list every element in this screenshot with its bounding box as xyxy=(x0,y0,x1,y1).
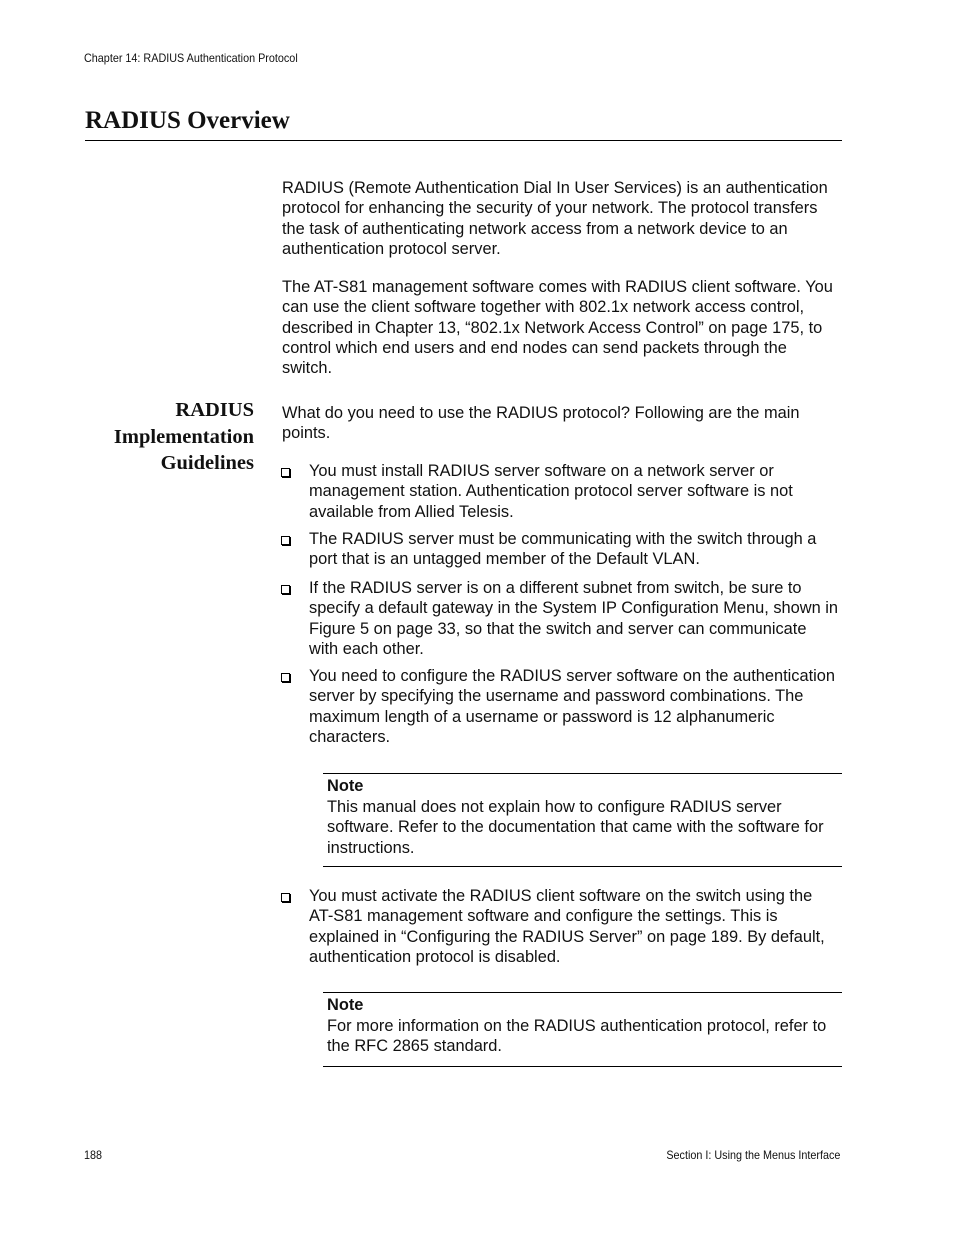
subsection-heading xyxy=(84,397,254,477)
list-item xyxy=(281,886,841,967)
list-item xyxy=(281,666,841,747)
list-item xyxy=(281,578,841,659)
checkbox-bullet-icon xyxy=(281,536,290,545)
checkbox-bullet-icon xyxy=(281,673,290,682)
section-title: RADIUS Overview xyxy=(85,107,290,134)
list-item xyxy=(281,461,841,522)
subsection-heading-line: Implementation xyxy=(113,425,254,448)
list-item xyxy=(281,529,841,570)
footer-section-name: Section I: Using the Menus Interface xyxy=(665,1148,840,1162)
page-number: 188 xyxy=(84,1148,103,1162)
list-item-text: You must activate the RADIUS client software on the switch using the AT-S81 management software and configure the settings. This is explained in “Configuring the RADIUS Server” on page 189. By default, authentication protocol is disabled. xyxy=(309,887,825,966)
list-item-text: The RADIUS server must be communicating with the switch through a port that is an untagged member of the Default VLAN. xyxy=(309,530,817,569)
note-text: This manual does not explain how to configure RADIUS server software. Refer to the documentation that came with the software for instructions. xyxy=(327,798,824,857)
subsection-heading-line: Guidelines xyxy=(160,452,254,474)
list-item-text: You need to configure the RADIUS server software on the authentication server by specifying the username and password combinations. The maximum length of a username or password is 12 alphanumeric characters. xyxy=(309,667,836,746)
checkbox-bullet-icon xyxy=(281,468,290,477)
overview-paragraph-2: The AT-S81 management software comes with RADIUS client software. You can use the client software together with 802.1x network access control, described in Chapter 13, “802.1x Network Access Control” on page 175, to control which end users and end nodes can send packets through the switch. xyxy=(282,278,833,378)
checkbox-bullet-icon xyxy=(281,893,290,902)
list-item-text: You must install RADIUS server software on a network server or management station. Authentication protocol server software is not available from Allied Telesis. xyxy=(309,462,793,521)
running-head: Chapter 14: RADIUS Authentication Protocol xyxy=(84,51,298,65)
overview-paragraph-1: RADIUS (Remote Authentication Dial In User Services) is an authentication protocol for enhancing the security of your network. The protocol transfers the task of authenticating network access from a network device to an authentication protocol server. xyxy=(282,179,828,258)
guidelines-intro: What do you need to use the RADIUS protocol? Following are the main points. xyxy=(282,404,800,443)
note-label: Note xyxy=(327,777,364,795)
title-divider xyxy=(85,140,842,141)
note-text: For more information on the RADIUS authentication protocol, refer to the RFC 2865 standard. xyxy=(327,1017,827,1056)
note-box xyxy=(323,992,842,1067)
note-label: Note xyxy=(327,996,364,1014)
list-item-text: If the RADIUS server is on a different subnet from switch, be sure to specify a default gateway in the System IP Configuration Menu, shown in Figure 5 on page 33, so that the switch and server can communicate with each other. xyxy=(309,579,839,658)
note-box xyxy=(323,773,842,867)
checkbox-bullet-icon xyxy=(281,585,290,594)
subsection-heading-line: RADIUS xyxy=(175,399,254,421)
